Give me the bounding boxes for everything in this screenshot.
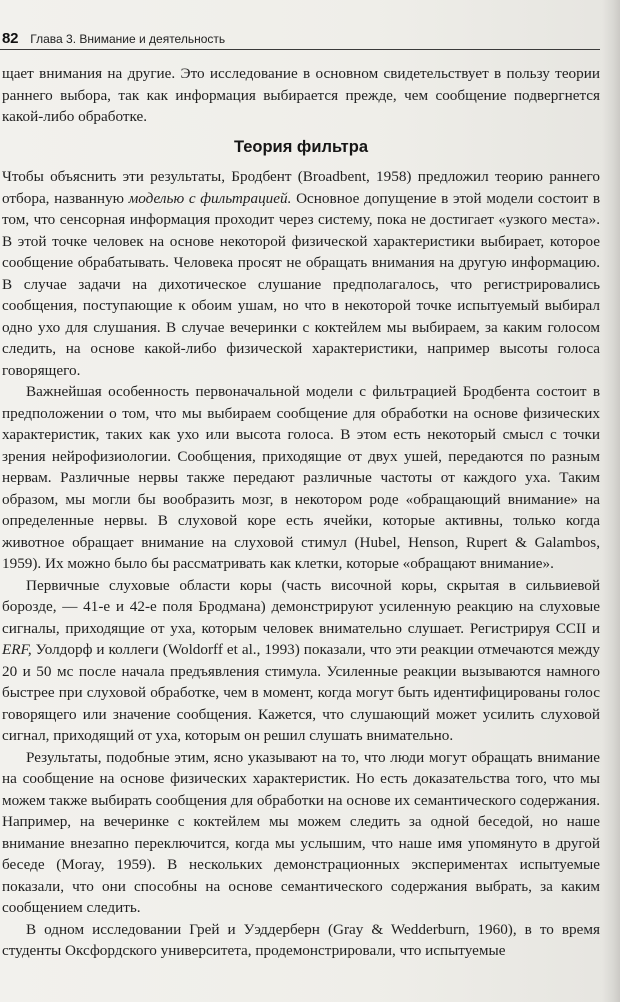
page-edge-shadow [602,0,620,1002]
paragraph [2,63,600,128]
page-number: 82 [2,30,19,47]
text-run: Результаты, подобные этим, ясно указывают на то, что люди могут обращать внимание на сообщение на основе физических характеристик. Но есть доказательства того, что мы можем также выбирать сообщения для обработки на основе их семантического содержания. Например, на вечеринке с коктейлем мы можем следить за одной беседой, но наше внимание внезапно переключится, когда мы услышим, что наше имя упомянуто в другой беседе (Moray, 1959). В нескольких демонстрационных экспериментах испытуемые показали, что они способны на основе семантического содержания выбрать, за каким сообщением следить. [2,748,600,916]
text-run: Чтобы объяснить эти результаты, Бродбент (Broadbent, 1958) предложил теорию раннего отбора, названную [2,168,600,207]
italic-text: ERF, [2,641,32,658]
paragraph [2,166,600,381]
text-run: Основное допущение в этой модели состоит в том, что сенсорная информация проходит через систему, пока не достигает «узкого места». В этой точке человек на основе некоторой физической характеристики выбирает, которое сообщение обрабатывать. Человека просят не обращать внимания на другую информацию. В случае задачи на дихотическое слушание предполагалось, что регистрировались сообщения, поступающие к обоим ушам, но что в некоторой точке испытуемый выбирал одно ухо для слушания. В случае вечеринки с коктейлем мы выбираем, за каким голосом следить, на основе какой-либо физической характеристики, например высоты голоса говорящего. [2,189,601,379]
text-run: Важнейшая особенность первоначальной модели с фильтрацией Бродбента состоит в предположении о том, что мы выбираем сообщение для обработки на основе физических характеристик, таких как ухо или высота голоса. В этом есть некоторый смысл с точки зрения нейрофизиологии. Сообщения, приходящие от двух ушей, передаются по разным нервам. Различные нервы также передают различные частоты от каждого уха. Таким образом, мы могли бы вообразить мозг, в некотором роде «обращающий внимание» на определенные нервы. В слуховой коре есть ячейки, которые активны, только когда животное обращает внимание на слуховой стимул (Hubel, Henson, Rupert & Galambos, 1959). Их можно было бы рассматривать как клетки, которые «обращают внимание». [2,383,600,572]
text-run: щает внимания на другие. Это исследование в основном свидетельствует в пользу теории раннего выбора, так как информация выбирается прежде, чем сообщение подвергнется какой-либо обработке. [2,65,600,125]
text-run: В одном исследовании Грей и Уэддерберн (Gray & Wedderburn, 1960), в то время студенты Оксфордского университета, продемонстрировали, что испытуемые [2,920,600,959]
text-run: Первичные слуховые области коры (часть височной коры, скрытая в сильвиевой борозде, — 41-е и 42-е поля Бродмана) демонстрируют усиленную реакцию на слуховые сигналы, приходящие от уха, которым человек внимательно слушает. Регистрируя CCII и [2,576,600,637]
text-run: Уолдорф и коллеги (Woldorff et al., 1993) показали, что эти реакции отмечаются между 20 и 50 мс после начала предъявления стимула. Усиленные реакции вызываются намного быстрее при слуховой обработке, чем в момент, когда могут быть идентифицированы голос говорящего или значение сообщения. Кажется, что слушающий может усилить слуховой сигнал, приходящий от уха, которым он решил слушать внимательно. [2,641,600,744]
paragraph [2,575,600,747]
italic-text: моделью с фильтрацией. [128,189,292,207]
paragraph [2,381,600,575]
paragraph [2,747,600,919]
body-text [2,63,600,962]
page-header [0,29,600,50]
section-title: Теория фильтра [233,137,369,156]
running-head: Глава 3. Внимание и деятельность [30,32,226,46]
paragraph [2,919,600,962]
